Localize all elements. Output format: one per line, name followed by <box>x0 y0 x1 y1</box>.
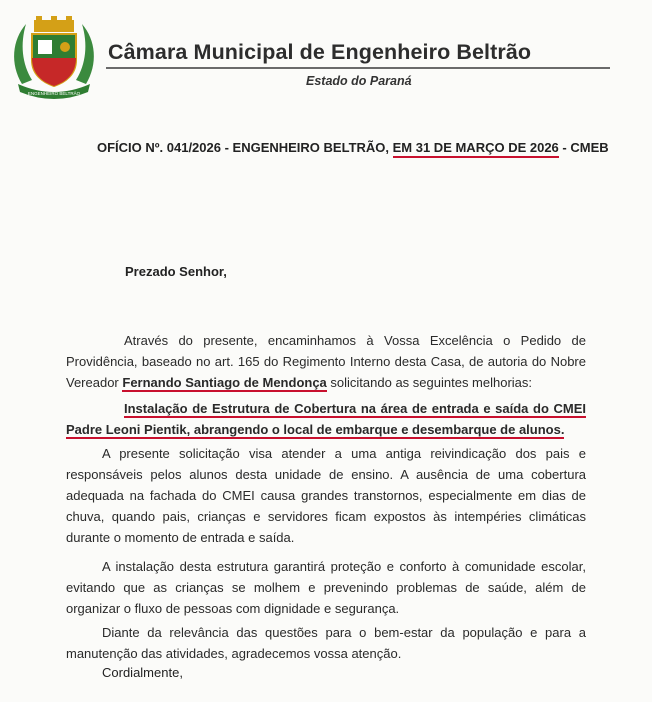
intro-text: Através do presente, encaminhamos à Vossa Excelência o Pedido de Providência, baseado no art. 165 do Regimento Interno desta Casa, de autoria do Nobre Vereador <box>66 333 586 390</box>
intro-text-end: solicitando as seguintes melhorias: <box>326 375 533 390</box>
request-text: Instalação de Estrutura de Cobertura na área de entrada e saída do CMEI Padre Leoni Pientik, abrangendo o local de embarque e desembarque de alunos. <box>66 401 586 437</box>
closing: Cordialmente, <box>102 665 183 680</box>
justification-paragraph: A presente solicitação visa atender a uma antiga reivindicação dos pais e responsáveis pelos alunos desta unidade de ensino. A ausência de uma cobertura adequada na fachada do CMEI causa grandes transtornos, especialmente em dias de chuva, quando pais, crianças e servidores ficam expostos às intempéries climáticas durante o momento de entrada e saída. <box>66 446 586 545</box>
greeting: Prezado Senhor, <box>125 264 227 279</box>
thanks-paragraph: Diante da relevância das questões para o bem-estar da população e para a manutenção das atividades, agradecemos vossa atenção. <box>66 625 586 661</box>
state-name: Estado do Paraná <box>306 74 412 88</box>
author-name: Fernando Santiago de Mendonça <box>122 375 327 390</box>
header-divider <box>106 67 610 69</box>
oficio-date: EM 31 DE MARÇO DE 2026 <box>393 140 559 158</box>
benefits-paragraph: A instalação desta estrutura garantirá proteção e conforto à comunidade escolar, evitando que as crianças se molhem e prevenindo problemas de saúde, além de organizar o fluxo de pessoas com dignidade e segurança. <box>66 559 586 616</box>
organization-name: Câmara Municipal de Engenheiro Beltrão <box>108 40 532 64</box>
request-paragraph <box>66 398 586 440</box>
oficio-line <box>97 140 609 155</box>
oficio-suffix: - CMEB <box>558 140 609 155</box>
oficio-number: OFÍCIO Nº. 041/2026 - ENGENHEIRO BELTRÃO, <box>97 140 393 155</box>
municipal-crest-logo <box>8 14 100 100</box>
svg-text:ENGENHEIRO BELTRÃO: ENGENHEIRO BELTRÃO <box>27 91 81 96</box>
intro-paragraph <box>66 330 586 393</box>
